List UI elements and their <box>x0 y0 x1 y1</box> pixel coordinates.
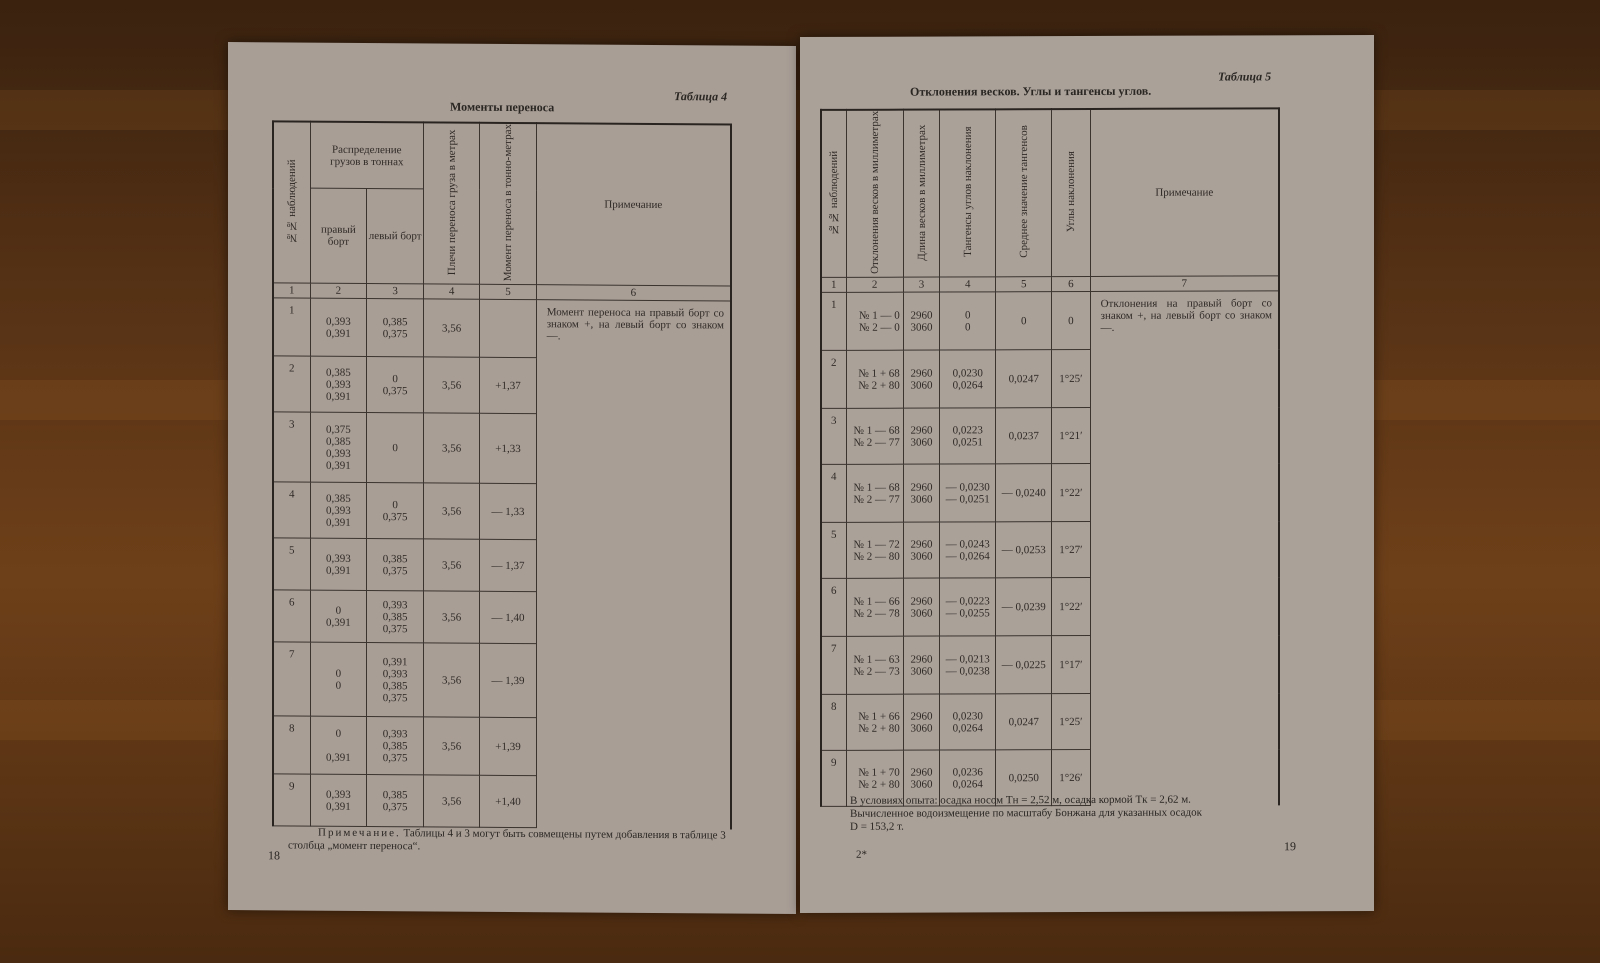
col-header-obs: №№ наблюдений <box>273 121 310 283</box>
left-board-cell: 0,393 0,385 0,375 <box>367 591 424 643</box>
col-header-obs: №№ наблюдений <box>821 110 846 278</box>
angle-cell: 1°22′ <box>1052 464 1090 522</box>
obs-number-cell: 2 <box>273 356 310 412</box>
arm-cell: 3,56 <box>424 717 480 775</box>
tangent-cell: 0,0230 0,0264 <box>940 350 996 408</box>
column-number: 7 <box>1090 276 1279 292</box>
moment-cell: — 1,40 <box>480 592 536 644</box>
col-header-tan: Тангенсы углов наклонения <box>940 109 996 277</box>
table-row <box>821 291 1279 351</box>
experiment-conditions <box>850 793 1350 834</box>
moment-cell: — 1,33 <box>480 484 536 540</box>
column-number: 2 <box>846 277 903 292</box>
deviation-cell: № 1 — 63 № 2 — 73 <box>846 636 903 694</box>
table-row <box>273 298 731 359</box>
moment-cell: — 1,37 <box>480 540 536 592</box>
obs-number-cell: 9 <box>821 751 846 807</box>
tangent-cell: — 0,0243 — 0,0264 <box>940 522 996 578</box>
conditions-line-2: Вычисленное водоизмещение по масштабу Бонжана для указанных осадок <box>850 806 1202 820</box>
obs-number-cell: 6 <box>273 590 310 642</box>
col-header-note: Примечание <box>536 123 731 286</box>
col-header-dist: Распределение грузов в тоннах <box>310 122 424 190</box>
average-cell: 0,0237 <box>996 408 1052 464</box>
obs-number-cell: 8 <box>821 695 846 751</box>
obs-number-cell: 9 <box>273 774 310 826</box>
left-board-cell: 0 0,375 <box>367 357 424 413</box>
average-cell: — 0,0239 <box>996 578 1052 636</box>
page-number: 19 <box>1284 839 1296 854</box>
tangent-cell: 0 0 <box>940 292 996 350</box>
length-cell: 2960 3060 <box>903 292 939 350</box>
conditions-line-1: В условиях опыта: осадка носом Tн = 2,52 м, осадка кормой Tк = 2,62 м. <box>850 793 1191 807</box>
length-cell: 2960 3060 <box>903 464 939 522</box>
col-header-left: левый борт <box>367 189 424 284</box>
arm-cell: 3,56 <box>424 413 480 483</box>
moment-cell: +1,39 <box>480 718 536 776</box>
signature-mark: 2* <box>856 848 867 861</box>
angle-cell: 1°27′ <box>1052 522 1090 578</box>
arm-cell: 3,56 <box>424 775 480 827</box>
right-board-cell: 0,393 0,391 <box>310 298 367 356</box>
column-number: 2 <box>310 283 367 298</box>
obs-number-cell: 3 <box>821 409 846 465</box>
angle-cell: 0 <box>1052 292 1090 350</box>
tangent-cell: 0,0236 0,0264 <box>940 750 996 806</box>
deviation-cell: № 1 — 68 № 2 — 77 <box>846 408 903 464</box>
obs-number-cell: 8 <box>273 716 310 774</box>
obs-number-cell: 7 <box>821 637 846 695</box>
tangent-cell: — 0,0223 — 0,0255 <box>940 578 996 636</box>
right-board-cell: 0,393 0,391 <box>310 538 367 590</box>
length-cell: 2960 3060 <box>903 408 939 464</box>
obs-number-cell: 1 <box>273 298 310 356</box>
page-number: 18 <box>268 848 280 863</box>
column-number: 6 <box>536 285 731 301</box>
arm-cell: 3,56 <box>424 357 480 413</box>
table-title: Моменты переноса <box>450 99 555 115</box>
deviation-cell: № 1 — 72 № 2 — 80 <box>846 522 903 578</box>
average-cell: — 0,0225 <box>996 636 1052 694</box>
note-cell: Отклонения на правый борт со знаком +, на левый борт со знаком —. <box>1090 291 1279 806</box>
obs-number-cell: 2 <box>821 351 846 409</box>
col-header-ang: Углы наклонения <box>1052 109 1090 277</box>
col-header-arm: Плечи переноса груза в метрах <box>424 122 480 284</box>
angle-cell: 1°17′ <box>1052 636 1090 694</box>
length-cell: 2960 3060 <box>903 750 939 806</box>
average-cell: — 0,0240 <box>996 464 1052 522</box>
tangent-cell: — 0,0230 — 0,0251 <box>940 464 996 522</box>
moment-cell: +1,33 <box>480 414 536 484</box>
moment-cell: +1,40 <box>480 776 536 828</box>
col-header-len: Длина весков в миллиметрах <box>903 110 939 278</box>
footnote <box>288 826 728 855</box>
col-header-avg: Среднее значение тангенсов <box>996 109 1052 277</box>
column-number: 5 <box>996 277 1052 292</box>
right-board-cell: 0,385 0,393 0,391 <box>310 482 367 538</box>
column-number: 6 <box>1052 277 1090 292</box>
conditions-line-3: D = 153,2 т. <box>850 820 904 833</box>
deviation-cell: № 1 — 66 № 2 — 78 <box>846 578 903 636</box>
obs-number-cell: 7 <box>273 642 310 716</box>
angle-cell: 1°25′ <box>1052 350 1090 408</box>
column-number: 4 <box>424 284 480 299</box>
left-page <box>228 42 796 914</box>
deviation-cell: № 1 + 70 № 2 + 80 <box>846 750 903 806</box>
right-board-cell: 0 0,391 <box>310 716 367 774</box>
average-cell: 0,0250 <box>996 750 1052 806</box>
col-header-dev: Отклонения весков в миллиметрах <box>846 110 903 278</box>
right-board-cell: 0,385 0,393 0,391 <box>310 356 367 412</box>
deviation-cell: № 1 — 0 № 2 — 0 <box>846 292 903 350</box>
deviation-cell: № 1 — 68 № 2 — 77 <box>846 464 903 522</box>
note-cell: Момент переноса на правый борт со знаком +, на левый борт со знаком —. <box>536 300 731 829</box>
angle-cell: 1°22′ <box>1052 578 1090 636</box>
left-board-cell: 0,391 0,393 0,385 0,375 <box>367 643 424 717</box>
table-caption: Таблица 5 <box>1218 69 1272 84</box>
column-number: 5 <box>480 285 536 300</box>
angle-cell: 1°26′ <box>1052 750 1090 806</box>
length-cell: 2960 3060 <box>903 694 939 750</box>
arm-cell: 3,56 <box>424 643 480 717</box>
table-caption: Таблица 4 <box>674 89 728 104</box>
average-cell: — 0,0253 <box>996 522 1052 578</box>
obs-number-cell: 4 <box>821 465 846 523</box>
column-number: 4 <box>940 277 996 292</box>
column-number: 1 <box>273 283 310 298</box>
column-number: 3 <box>903 277 939 292</box>
arm-cell: 3,56 <box>424 539 480 591</box>
left-board-cell: 0,385 0,375 <box>367 775 424 827</box>
deviations-table <box>820 107 1280 807</box>
table-title: Отклонения весков. Углы и тангенсы углов. <box>910 83 1152 99</box>
left-board-cell: 0 0,375 <box>367 483 424 539</box>
obs-number-cell: 6 <box>821 579 846 637</box>
tangent-cell: 0,0223 0,0251 <box>940 408 996 464</box>
average-cell: 0,0247 <box>996 350 1052 408</box>
obs-number-cell: 1 <box>821 293 846 351</box>
angle-cell: 1°21′ <box>1052 408 1090 464</box>
tangent-cell: 0,0230 0,0264 <box>940 694 996 750</box>
right-board-cell: 0,375 0,385 0,393 0,391 <box>310 412 367 482</box>
column-number: 1 <box>821 278 846 293</box>
col-header-note: Примечание <box>1090 108 1279 276</box>
angle-cell: 1°25′ <box>1052 694 1090 750</box>
moment-cell: — 1,39 <box>480 644 536 718</box>
col-header-right: правый борт <box>310 188 367 283</box>
moment-cell: +1,37 <box>480 358 536 414</box>
obs-number-cell: 5 <box>273 538 310 590</box>
column-number: 3 <box>367 284 424 299</box>
length-cell: 2960 3060 <box>903 522 939 578</box>
footnote-label: Примечание. <box>318 826 401 840</box>
left-board-cell: 0 <box>367 413 424 483</box>
length-cell: 2960 3060 <box>903 578 939 636</box>
arm-cell: 3,56 <box>424 591 480 643</box>
tangent-cell: — 0,0213 — 0,0238 <box>940 636 996 694</box>
left-board-cell: 0,385 0,375 <box>367 299 424 357</box>
arm-cell: 3,56 <box>424 483 480 539</box>
obs-number-cell: 4 <box>273 482 310 538</box>
average-cell: 0,0247 <box>996 694 1052 750</box>
deviation-cell: № 1 + 68 № 2 + 80 <box>846 350 903 408</box>
moments-table <box>272 120 732 829</box>
left-board-cell: 0,385 0,375 <box>367 539 424 591</box>
right-board-cell: 0 0,391 <box>310 590 367 642</box>
right-board-cell: 0,393 0,391 <box>310 774 367 826</box>
obs-number-cell: 5 <box>821 523 846 579</box>
arm-cell: 3,56 <box>424 299 480 357</box>
length-cell: 2960 3060 <box>903 636 939 694</box>
deviation-cell: № 1 + 66 № 2 + 80 <box>846 694 903 750</box>
moment-cell <box>480 300 536 358</box>
obs-number-cell: 3 <box>273 412 310 482</box>
left-board-cell: 0,393 0,385 0,375 <box>367 717 424 775</box>
footnote-text: Таблицы 4 и 3 могут быть совмещены путем добавления в таблице 3 столбца „момент переноса“. <box>288 827 726 853</box>
right-board-cell: 0 0 <box>310 642 367 716</box>
length-cell: 2960 3060 <box>903 350 939 408</box>
right-page <box>800 35 1374 913</box>
average-cell: 0 <box>996 292 1052 350</box>
col-header-moment: Момент переноса в тонно-метрах <box>480 123 536 285</box>
